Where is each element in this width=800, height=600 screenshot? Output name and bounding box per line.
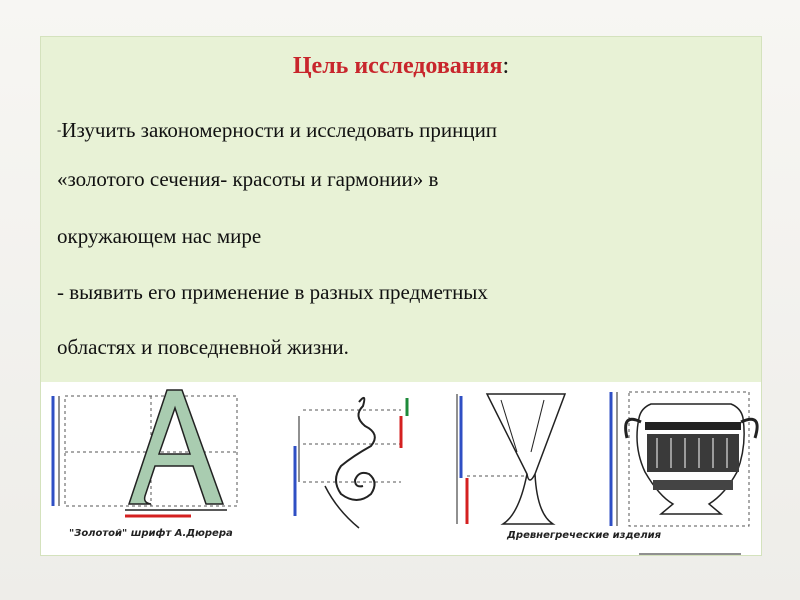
slide-title <box>41 53 761 80</box>
goal-line-5: областях и повседневной жизни. <box>57 335 349 359</box>
title-text: Цель исследования <box>292 53 503 79</box>
golden-ratio-illustration <box>41 382 761 555</box>
research-goal-text <box>41 37 761 382</box>
goal-line-4: - выявить его применение в разных предметных <box>57 280 488 304</box>
goal-dash: - <box>57 122 62 137</box>
spiral-scroll <box>295 398 407 528</box>
ancient-goblet <box>457 394 565 524</box>
slide-panel <box>40 36 762 556</box>
caption-durer-font: "Золотой" шрифт А.Дюрера <box>69 528 233 539</box>
letter-a-shape <box>129 390 223 504</box>
goal-line-1-text: Изучить закономерности и исследовать принцип <box>61 118 498 142</box>
durer-letter-a <box>53 390 237 516</box>
caption-greek-items: Древнегреческие изделия <box>507 530 662 541</box>
title-colon: : <box>502 53 510 79</box>
goal-line-3: окружающем нас мире <box>57 224 262 248</box>
goal-line-1 <box>57 118 497 143</box>
goal-line-2: «золотого сечения- красоты и гармонии» в <box>57 167 439 191</box>
